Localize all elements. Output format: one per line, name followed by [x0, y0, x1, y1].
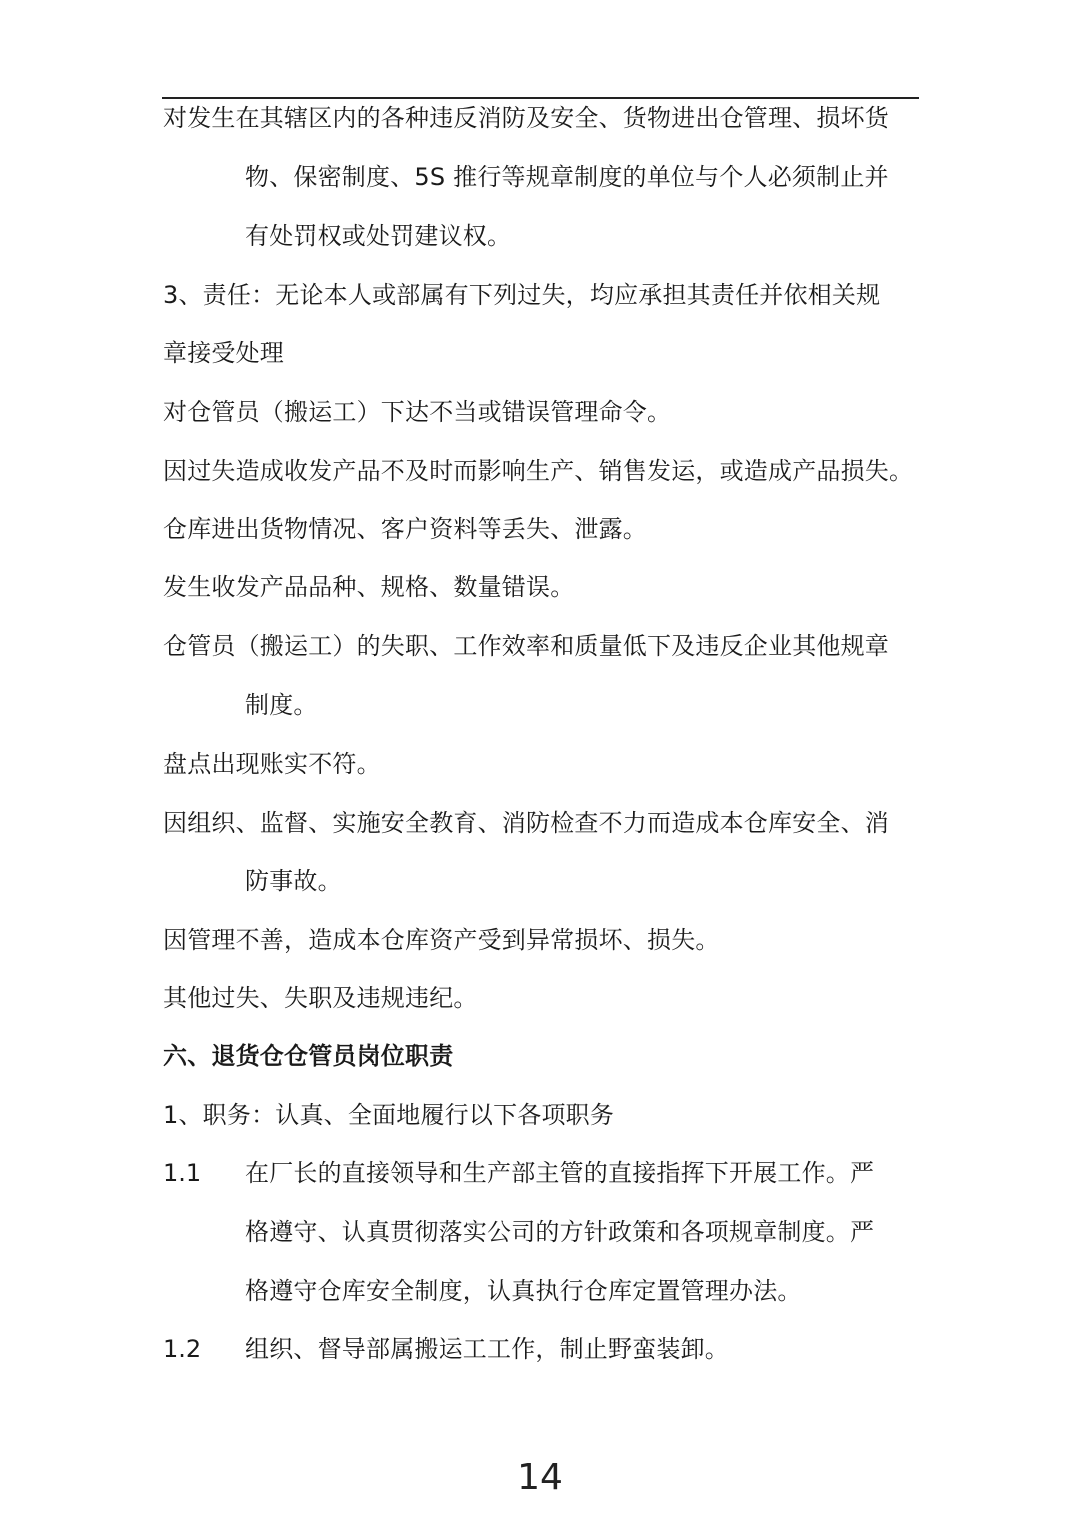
text-line: 仓管员（搬运工）的失职、工作效率和质量低下及违反企业其他规章	[163, 632, 889, 660]
list-item-number: 1.1	[163, 1159, 202, 1187]
page-number: 14	[517, 1457, 563, 1498]
text-line: 盘点出现账实不符。	[163, 750, 381, 778]
list-item-text: 在厂长的直接领导和生产部主管的直接指挥下开展工作。严	[245, 1159, 875, 1187]
text-line: 章接受处理	[163, 339, 284, 367]
list-item-text: 格遵守、认真贯彻落实公司的方针政策和各项规章制度。严	[245, 1218, 875, 1246]
text-line: 制度。	[245, 691, 318, 719]
text-line: 3、责任：无论本人或部属有下列过失，均应承担其责任并依相关规	[163, 281, 881, 309]
text-line: 有处罚权或处罚建议权。	[245, 222, 512, 250]
text-line: 对仓管员（搬运工）下达不当或错误管理命令。	[163, 398, 672, 426]
text-line: 因过失造成收发产品不及时而影响生产、销售发运，或造成产品损失。	[163, 457, 914, 485]
text-line: 发生收发产品品种、规格、数量错误。	[163, 573, 575, 601]
text-line: 对发生在其辖区内的各种违反消防及安全、货物进出仓管理、损坏货	[163, 104, 889, 132]
text-line: 其他过失、失职及违规违纪。	[163, 984, 478, 1012]
text-line: 因组织、监督、实施安全教育、消防检查不力而造成本仓库安全、消	[163, 809, 889, 837]
text-line: 物、保密制度、5S 推行等规章制度的单位与个人必须制止并	[245, 163, 889, 191]
list-item-number: 1.2	[163, 1335, 202, 1363]
section-heading: 六、退货仓仓管员岗位职责	[163, 1042, 454, 1070]
text-line: 防事故。	[245, 867, 342, 895]
text-line: 因管理不善，造成本仓库资产受到异常损坏、损失。	[163, 926, 720, 954]
list-item-text: 格遵守仓库安全制度，认真执行仓库定置管理办法。	[245, 1277, 802, 1305]
list-item-text: 组织、督导部属搬运工工作，制止野蛮装卸。	[245, 1335, 729, 1363]
text-line: 1、职务：认真、全面地履行以下各项职务	[163, 1101, 615, 1129]
text-line: 仓库进出货物情况、客户资料等丢失、泄露。	[163, 515, 647, 543]
header-rule	[162, 97, 919, 99]
